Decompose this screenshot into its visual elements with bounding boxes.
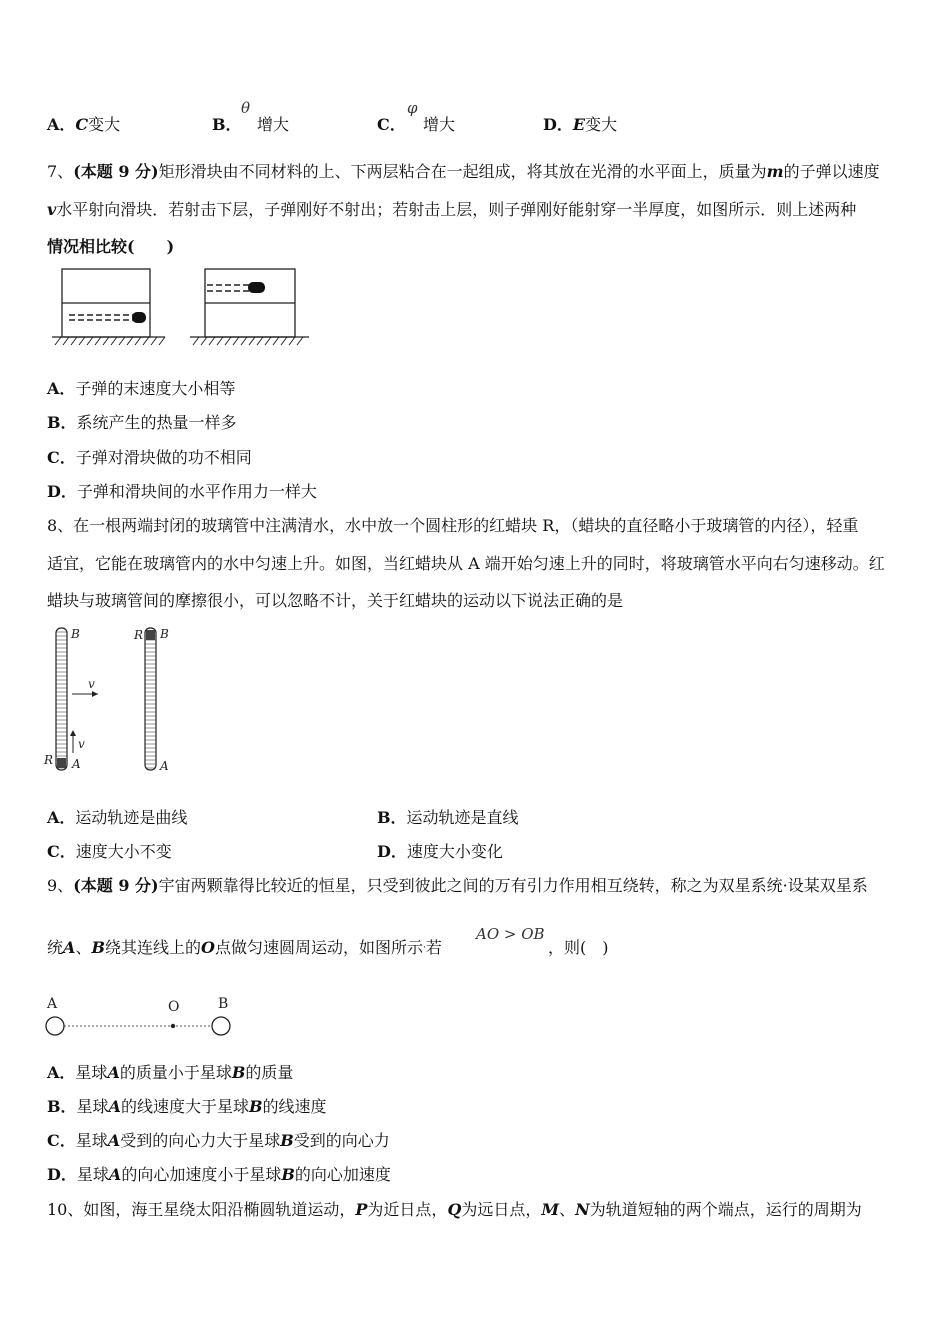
label-b-right: B (160, 627, 169, 641)
label-r-right: R (134, 628, 144, 642)
q9-option-d: D．星球A的向心加速度小于星球B的向心加速度 (47, 1165, 391, 1184)
q7-option-b: B．系统产生的热量一样多 (47, 413, 237, 432)
theta-symbol: θ (241, 99, 251, 117)
q7-line-3: 情况相比较( ) (47, 237, 175, 256)
q6-option-b: B． (212, 115, 242, 134)
q8-line-2: 适宜，它能在玻璃管内的水中匀速上升。如图，当红蜡块从 A 端开始匀速上升的同时，将玻璃管水平向右匀速移动。红 (47, 554, 885, 573)
q9-line-2-end: ，则( ) (548, 938, 609, 957)
phi-symbol: φ (407, 99, 418, 117)
q7-figure (47, 265, 317, 345)
q8-option-b: B．运动轨迹是直线 (377, 808, 519, 827)
label-star-a: A (47, 996, 58, 1012)
q6-option-b-text: 增大 (257, 115, 290, 134)
label-a-left: A (72, 757, 81, 771)
q7-option-d: D．子弹和滑块间的水平作用力一样大 (47, 482, 317, 501)
q7-line-2: v水平射向滑块．若射击下层，子弹刚好不射出；若射击上层，则子弹刚好能射穿一半厚度，如图所示．则上述两种 (47, 200, 857, 219)
ground-left (52, 337, 165, 345)
q6-option-a: A．C变大 (47, 115, 121, 134)
q6-option-d: D．E变大 (543, 115, 618, 134)
q7-option-a: A．子弹的末速度大小相等 (47, 379, 236, 398)
center-o (171, 1024, 175, 1028)
velocity-right-arrow (72, 691, 98, 697)
glass-tube-right (145, 628, 156, 770)
q9-figure (40, 994, 240, 1042)
q8-line-1: 8、在一根两端封闭的玻璃管中注满清水，水中放一个圆柱形的红蜡块 R，（蜡块的直径略小于玻璃管的内径），轻重 (47, 516, 859, 535)
velocity-up-arrow (70, 730, 76, 753)
q8-option-a: A．运动轨迹是曲线 (47, 808, 188, 827)
q8-line-3: 蜡块与玻璃管间的摩擦很小，可以忽略不计，关于红蜡块的运动以下说法正确的是 (47, 591, 624, 610)
label-b-left: B (71, 627, 80, 641)
q9-formula: AO > OB (476, 925, 545, 943)
label-point-o: O (168, 999, 180, 1015)
q10-line-1: 10、如图，海王星绕太阳沿椭圆轨道运动，P为近日点，Q为远日点，M、N为轨道短轴的两个端点，运行的周期为 (47, 1200, 862, 1219)
q6-option-c: C． (377, 115, 406, 134)
label-r-left: R (44, 753, 54, 767)
q8-option-d: D．速度大小变化 (377, 842, 503, 861)
q7-line-1: 7、(本题 9 分)矩形滑块由不同材料的上、下两层粘合在一起组成，将其放在光滑的水平面上，质量为m的子弹以速度 (47, 162, 880, 181)
glass-tube-left (56, 628, 67, 770)
star-b (212, 1017, 230, 1035)
star-a (46, 1017, 64, 1035)
label-v-up: v (78, 737, 85, 751)
label-a-right: A (160, 759, 169, 773)
q7-option-c: C．子弹对滑块做的功不相同 (47, 448, 252, 467)
q6-option-c-text: 增大 (423, 115, 456, 134)
q9-option-a: A．星球A的质量小于星球B的质量 (47, 1063, 294, 1082)
block-lower-shot (62, 269, 150, 337)
label-v-right: v (88, 677, 95, 691)
q8-option-c: C．速度大小不变 (47, 842, 172, 861)
q9-option-c: C．星球A受到的向心力大于星球B受到的向心力 (47, 1131, 390, 1150)
ground-right (190, 337, 309, 345)
q9-line-1: 9、(本题 9 分)宇宙两颗靠得比较近的恒星，只受到彼此之间的万有引力作用相互绕转，称之为双星系统·设某双星系 (47, 876, 868, 895)
q8-figure (42, 622, 182, 777)
block-upper-shot (205, 269, 295, 337)
q9-option-b: B．星球A的线速度大于星球B的线速度 (47, 1097, 327, 1116)
label-star-b: B (218, 996, 229, 1012)
q9-line-2: 统A、B绕其连线上的O点做匀速圆周运动，如图所示·若 (47, 938, 442, 957)
